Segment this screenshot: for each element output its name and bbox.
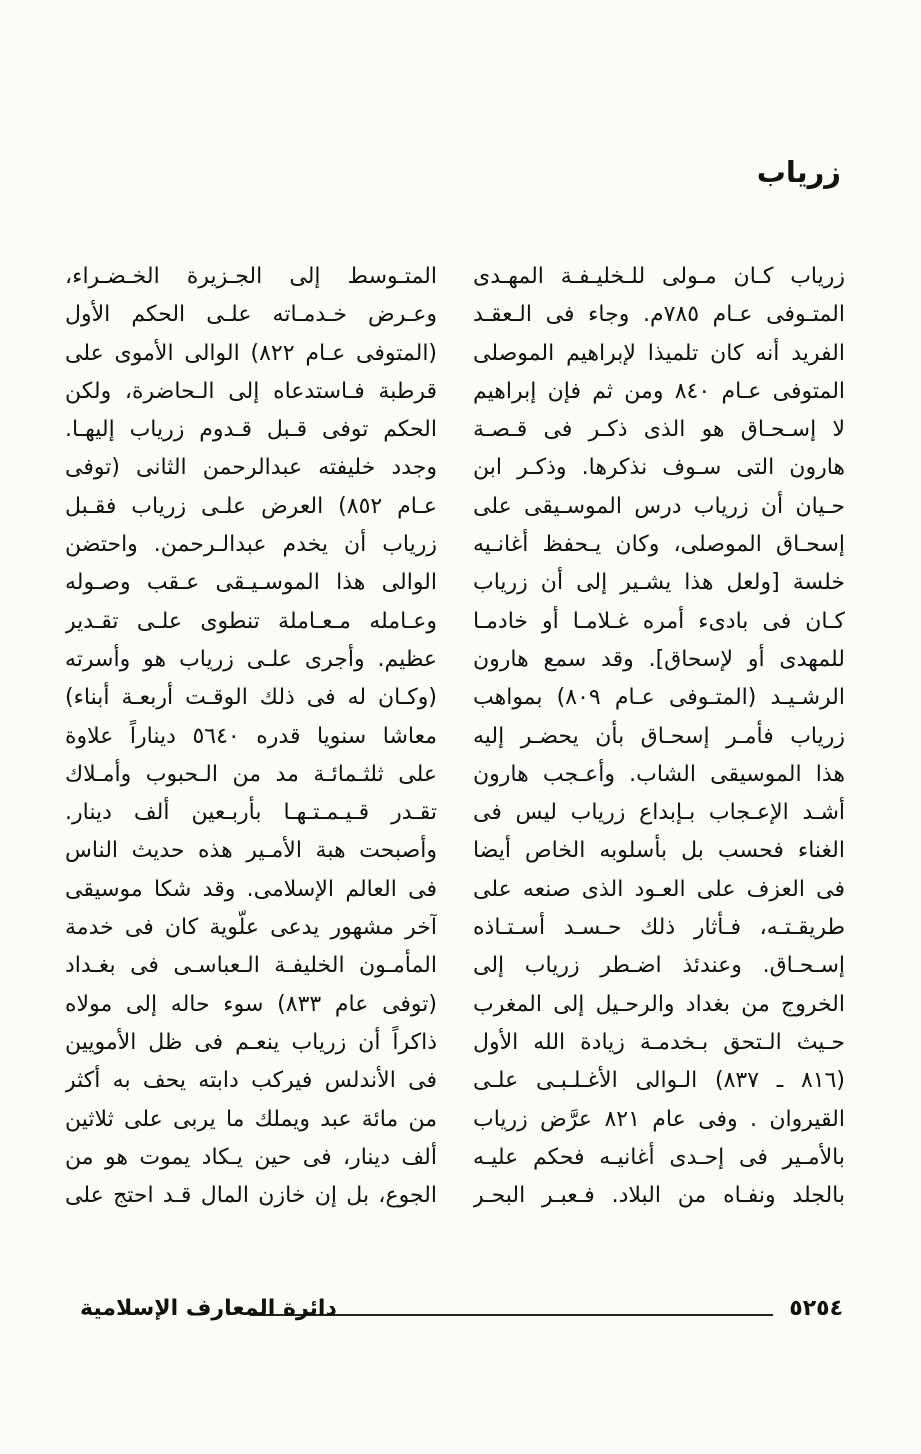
text-line: معاشا سنويا قدره ٥٦٤٠ ديناراً علاوة — [65, 723, 437, 749]
text-line: من مائة عبد ويملك ما يربى على ثلاثين — [65, 1106, 437, 1132]
running-title: زرياب — [756, 155, 841, 189]
text-line: القيروان . وفى عام ٨٢١ عرَّض زرياب — [473, 1106, 845, 1132]
text-line: (توفى عام ٨٣٣) سوء حاله إلى مولاه — [65, 991, 437, 1017]
text-line: قرطبة فـاستدعاه إلى الـحاضرة، ولكن — [65, 378, 437, 404]
text-line: بالجلد ونفـاه من البلاد. فـعبـر البحـر — [473, 1183, 845, 1209]
text-line: فى الأندلس فيركب دابته يحف به أكثر — [65, 1068, 437, 1094]
text-line: آخر مشهور يدعى علّوية كان فى خدمة — [65, 915, 437, 941]
text-line: الفريد أنه كان تلميذا لإبراهيم الموصلى — [473, 340, 845, 366]
text-line: فى العالم الإسلامى. وقد شكا موسيقى — [65, 876, 437, 902]
text-line: بالأمـير فى إحـدى أغانيـه فحكم عليـه — [473, 1144, 845, 1170]
text-line: تقـدر قـيـمـتـهـا بأربـعين ألف دينار. — [65, 800, 437, 826]
text-line: (٨١٦ ـ ٨٣٧) الـوالى الأغـلـبـى علـى — [473, 1068, 845, 1094]
text-line: لا إسـحـاق هو الذى ذكـر فى قـصـة — [473, 417, 845, 443]
text-line: ألف دينار، فى حين يـكاد يموت هو من — [65, 1144, 437, 1170]
text-line: الخروج من بغداد والرحـيل إلى المغرب — [473, 991, 845, 1017]
publication-title: دائرة المعارف الإسلامية — [80, 1296, 337, 1321]
text-line: المتوفى عـام ٨٤٠ ومن ثم فإن إبراهيم — [473, 378, 845, 404]
text-column-left — [65, 258, 437, 1215]
text-line: إسحـاق الموصلى، وكان يـحفظ أغانـيه — [473, 532, 845, 558]
page-footer — [80, 1292, 843, 1332]
text-line: خلسة [ولعل هذا يشـير إلى أن زرياب — [473, 570, 845, 596]
page-number: ٥٢٥٤ — [789, 1296, 843, 1321]
text-line: وأصبحت هبة الأمـير هذه حديث الناس — [65, 838, 437, 864]
text-line: الغناء فحسب بل بأسلوبه الخاص أيضا — [473, 838, 845, 864]
text-line: كـان فى بادىء أمره غـلامـا أو خادمـا — [473, 608, 845, 634]
text-line: أشـد الإعـجاب بـإبداع زرياب ليس فى — [473, 800, 845, 826]
text-line: هارون التى سـوف نذكرها. وذكـر ابن — [473, 455, 845, 481]
text-line: على ثلثـمائـة مد من الـحبوب وأمـلاك — [65, 761, 437, 787]
text-line: عـام ٨٥٢) العرض علـى زرياب فقـبل — [65, 493, 437, 519]
text-line: وعـرض خـدمـاته علـى الحكم الأول — [65, 302, 437, 328]
text-line: (وكـان له فى ذلك الوقـت أربعـة أبناء) — [65, 685, 437, 711]
text-line: الحكم توفى قـبل قـدوم زرياب إليهـا. — [65, 417, 437, 443]
text-line: الوالى هذا الموسـيـقى عـقب وصـوله — [65, 570, 437, 596]
text-line: الرشـيـد (المتـوفى عـام ٨٠٩) بمواهب — [473, 685, 845, 711]
text-line: للمهدى أو لإسحاق]. وقد سمع هارون — [473, 646, 845, 672]
text-column-right — [473, 258, 845, 1215]
text-line: وجدد خليفته عبدالرحمن الثانى (توفى — [65, 455, 437, 481]
text-line: الجوع، بل إن خازن المال قـد احتج على — [65, 1183, 437, 1209]
text-line: وعـامله مـعـاملة تنطوى علـى تقـدير — [65, 608, 437, 634]
text-line: زرياب كـان مـولى للـخليـفـة المهـدى — [473, 264, 845, 289]
text-line: المتـوفى عـام ٧٨٥م. وجاء فى الـعقـد — [473, 302, 845, 328]
text-line: ذاكراً أن زرياب ينعـم فى ظل الأمويين — [65, 1029, 437, 1055]
text-line: زرياب أن يخدم عبدالـرحمن. واحتضن — [65, 532, 437, 558]
text-line: حـيان أن زرياب درس الموسـيقى على — [473, 493, 845, 519]
text-line: هذا الموسيقى الشاب. وأعـجب هارون — [473, 761, 845, 787]
text-line: زرياب فأمـر إسحـاق بأن يحضـر إليه — [473, 723, 845, 749]
text-line: إسـحـاق. وعندئذ اضـطر زرياب إلى — [473, 953, 845, 979]
text-line: المأمـون الخليفـة الـعباسـى فى بغـداد — [65, 953, 437, 979]
text-line: المتـوسط إلى الجـزيرة الخـضـراء، — [65, 264, 437, 289]
text-line: فى العزف على العـود الذى صنعه على — [473, 876, 845, 902]
text-line: طريقـتـه، فـأثار ذلك حـسـد أسـتـاذه — [473, 915, 845, 941]
text-line: عظيم. وأجرى علـى زرياب هو وأسرته — [65, 646, 437, 672]
text-line: حـيث الـتحق بـخدمـة زيادة الله الأول — [473, 1029, 845, 1055]
text-line: (المتوفى عـام ٨٢٢) الوالى الأموى على — [65, 340, 437, 366]
